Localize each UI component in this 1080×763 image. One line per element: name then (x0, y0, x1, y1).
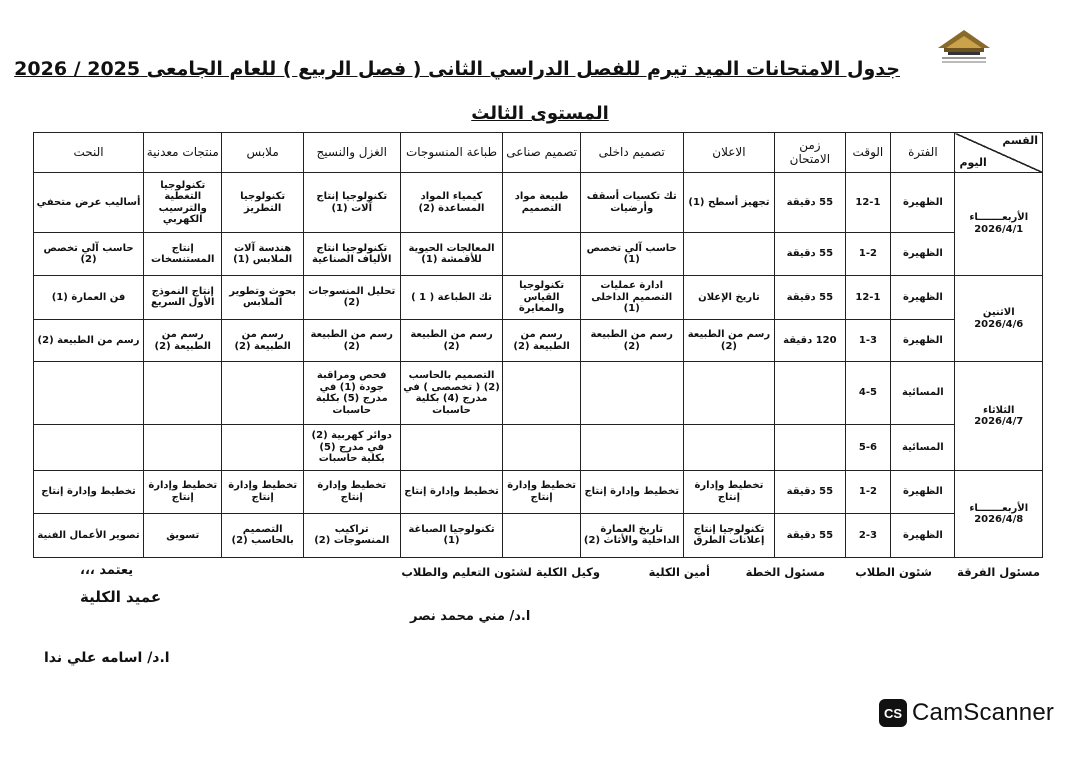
faculty-logo-icon (934, 26, 994, 68)
exam-cell: طبيعة مواد التصميم (503, 173, 580, 233)
exam-cell: رسم من الطبيعة (2) (580, 320, 683, 362)
period-cell: الظهيرة (891, 320, 955, 362)
day-cell (955, 362, 1043, 471)
duration-cell: 55 دقيقة (775, 513, 845, 557)
column-header: زمن الامتحان (775, 133, 845, 173)
signatory-label: وكيل الكلية لشئون التعليم والطلاب (401, 565, 600, 579)
column-header: الاعلان (683, 133, 775, 173)
signatory-label: شئون الطلاب (855, 565, 932, 579)
column-header: الغزل والنسيج (303, 133, 400, 173)
exam-cell: تكنولوجيا إنتاج آلات (1) (303, 173, 400, 233)
exam-cell: تراكيب المنسوجات (2) (303, 513, 400, 557)
time-cell: 5-6 (845, 424, 891, 470)
column-header: تصميم داخلى (580, 133, 683, 173)
signatory-label: مسئول الخطة (745, 565, 825, 579)
time-cell: 1-3 (845, 320, 891, 362)
day-date: 2026/4/1 (974, 223, 1024, 235)
exam-cell: إنتاج النموذج الأول السريع (144, 275, 222, 319)
exam-cell (503, 362, 580, 424)
signatory-label: مسئول الفرقة (957, 565, 1040, 579)
exam-cell: رسم من الطبيعة (2) (400, 320, 503, 362)
time-cell: 1-2 (845, 233, 891, 275)
day-name: الثلاثاء (982, 404, 1015, 416)
exam-cell: رسم من الطبيعة (2) (683, 320, 775, 362)
period-cell: الظهيرة (891, 275, 955, 319)
table-row (34, 513, 1043, 557)
day-cell (955, 275, 1043, 362)
duration-cell: 55 دقيقة (775, 233, 845, 275)
exam-cell: رسم من الطبيعة (2) (144, 320, 222, 362)
column-header: تصميم صناعى (503, 133, 580, 173)
exam-cell: تجهيز أسطح (1) (683, 173, 775, 233)
exam-cell: رسم من الطبيعة (2) (503, 320, 580, 362)
table-row (34, 471, 1043, 513)
exam-cell: تكنولوجيا القياس والمعايرة (503, 275, 580, 319)
exam-cell (580, 362, 683, 424)
exam-cell: ادارة عمليات التصميم الداخلى (1) (580, 275, 683, 319)
exam-cell: تكنولوجيا التغطية والترسيب الكهربي (144, 173, 222, 233)
exam-cell: بحوث وتطوير الملابس (222, 275, 303, 319)
exam-cell: تكنولوجيا إنتاج إعلانات الطرق (683, 513, 775, 557)
exam-cell: فن العمارة (1) (34, 275, 144, 319)
exam-cell (683, 233, 775, 275)
exam-cell: تحليل المنسوجات (2) (303, 275, 400, 319)
exam-cell: التصميم بالحاسب (2) (222, 513, 303, 557)
column-header: الوقت (845, 133, 891, 173)
column-header: طباعة المنسوجات (400, 133, 503, 173)
duration-cell: 120 دقيقة (775, 320, 845, 362)
table-row (34, 320, 1043, 362)
exam-cell (503, 233, 580, 275)
exam-cell: تخطيط وإدارة إنتاج (144, 471, 222, 513)
period-cell: الظهيرة (891, 233, 955, 275)
exam-cell: تكنولوجيا انتاج الألياف الصناعية (303, 233, 400, 275)
exam-cell (144, 424, 222, 470)
signatories-row (40, 565, 1040, 585)
approval-label: يعتمد ،،، (80, 563, 134, 578)
exam-cell: رسم من الطبيعة (2) (222, 320, 303, 362)
signature-name: ا.د/ مني محمد نصر (410, 609, 531, 624)
exam-cell (503, 513, 580, 557)
column-header: منتجات معدنية (144, 133, 222, 173)
duration-cell (775, 362, 845, 424)
exam-cell: هندسة آلات الملابس (1) (222, 233, 303, 275)
exam-cell (683, 362, 775, 424)
exam-cell: تك الطباعة ( 1 ) (400, 275, 503, 319)
exam-cell: إنتاج المستنسخات (144, 233, 222, 275)
exam-cell: التصميم بالحاسب (2) ( تخصصى ) في مدرج (4) بكلية حاسبات (400, 362, 503, 424)
exam-cell (144, 362, 222, 424)
exam-cell: تاريخ الإعلان (683, 275, 775, 319)
corner-header-cell (955, 133, 1043, 173)
exam-cell: تخطيط وإدارة إنتاج (303, 471, 400, 513)
exam-cell: تسويق (144, 513, 222, 557)
exam-cell: المعالجات الحيوية للأقمشة (1) (400, 233, 503, 275)
exam-cell: تخطيط وإدارة إنتاج (34, 471, 144, 513)
duration-cell: 55 دقيقة (775, 471, 845, 513)
column-header: النحت (34, 133, 144, 173)
exam-cell: كيمياء المواد المساعدة (2) (400, 173, 503, 233)
exam-schedule-table (33, 132, 1043, 558)
day-name: الأربعـــــــاء (969, 212, 1029, 224)
day-cell (955, 173, 1043, 276)
time-cell: 1-2 (845, 471, 891, 513)
exam-cell: تخطيط وإدارة إنتاج (222, 471, 303, 513)
day-date: 2026/4/6 (974, 318, 1024, 330)
table-row (34, 233, 1043, 275)
duration-cell (775, 424, 845, 470)
day-date: 2026/4/7 (974, 416, 1024, 428)
camscanner-logo-icon: CS (879, 699, 907, 727)
time-cell: 12-1 (845, 173, 891, 233)
exam-cell: رسم من الطبيعة (2) (303, 320, 400, 362)
exam-cell (400, 424, 503, 470)
camscanner-text: CamScanner (912, 699, 1055, 726)
exam-cell: تكنولوجيا التطريز (222, 173, 303, 233)
duration-cell: 55 دقيقة (775, 173, 845, 233)
duration-cell: 55 دقيقة (775, 275, 845, 319)
table-row (34, 173, 1043, 233)
exam-cell: دوائر كهربية (2) في مدرج (5) بكلية حاسبات (303, 424, 400, 470)
day-name: الأربعـــــــاء (969, 502, 1029, 514)
exam-cell: حاسب آلي تخصص (2) (34, 233, 144, 275)
exam-cell (222, 362, 303, 424)
time-cell: 2-3 (845, 513, 891, 557)
exam-cell: تصوير الأعمال الفنية (34, 513, 144, 557)
exam-cell (503, 424, 580, 470)
table-row (34, 424, 1043, 470)
exam-cell (34, 424, 144, 470)
exam-cell: تخطيط وإدارة إنتاج (503, 471, 580, 513)
exam-cell: تخطيط وإدارة إنتاج (683, 471, 775, 513)
exam-cell (580, 424, 683, 470)
exam-cell: أساليب عرض متحفي (34, 173, 144, 233)
exam-cell: تاريخ العمارة الداخلية والأثاث (2) (580, 513, 683, 557)
day-cell (955, 471, 1043, 558)
page-title: جدول الامتحانات الميد تيرم للفصل الدراسي الثانى ( فصل الربيع ) للعام الجامعى 2025 / 2026 (14, 58, 900, 80)
table-row (34, 362, 1043, 424)
signatory-label: أمين الكلية (648, 565, 710, 579)
signature-name: ا.د/ اسامه علي ندا (44, 650, 170, 666)
exam-cell: تكنولوجيا الصباغة (1) (400, 513, 503, 557)
period-cell: الظهيرة (891, 471, 955, 513)
column-header: الفترة (891, 133, 955, 173)
day-name: الاثنين (982, 307, 1015, 319)
exam-cell: حاسب آلي تخصص (1) (580, 233, 683, 275)
exam-cell (222, 424, 303, 470)
camscanner-watermark (879, 698, 1054, 728)
exam-cell: فحص ومراقبة جودة (1) في مدرج (5) بكلية حاسبات (303, 362, 400, 424)
exam-cell: تخطيط وإدارة إنتاج (580, 471, 683, 513)
exam-cell: تخطيط وإدارة إنتاج (400, 471, 503, 513)
period-cell: الظهيرة (891, 513, 955, 557)
table-row (34, 275, 1043, 319)
period-cell: المسائية (891, 362, 955, 424)
time-cell: 4-5 (845, 362, 891, 424)
exam-cell (683, 424, 775, 470)
period-cell: المسائية (891, 424, 955, 470)
corner-day-label: اليوم (959, 156, 987, 170)
period-cell: الظهيرة (891, 173, 955, 233)
column-header: ملابس (222, 133, 303, 173)
header-row (34, 133, 1043, 173)
exam-cell: رسم من الطبيعة (2) (34, 320, 144, 362)
level-subtitle: المستوى الثالث (471, 103, 609, 124)
corner-department-label: القسم (1002, 134, 1038, 147)
exam-cell (34, 362, 144, 424)
exam-cell: تك تكسيات أسقف وأرضيات (580, 173, 683, 233)
dean-title: عميد الكلية (80, 588, 162, 606)
time-cell: 12-1 (845, 275, 891, 319)
day-date: 2026/4/8 (974, 514, 1024, 526)
